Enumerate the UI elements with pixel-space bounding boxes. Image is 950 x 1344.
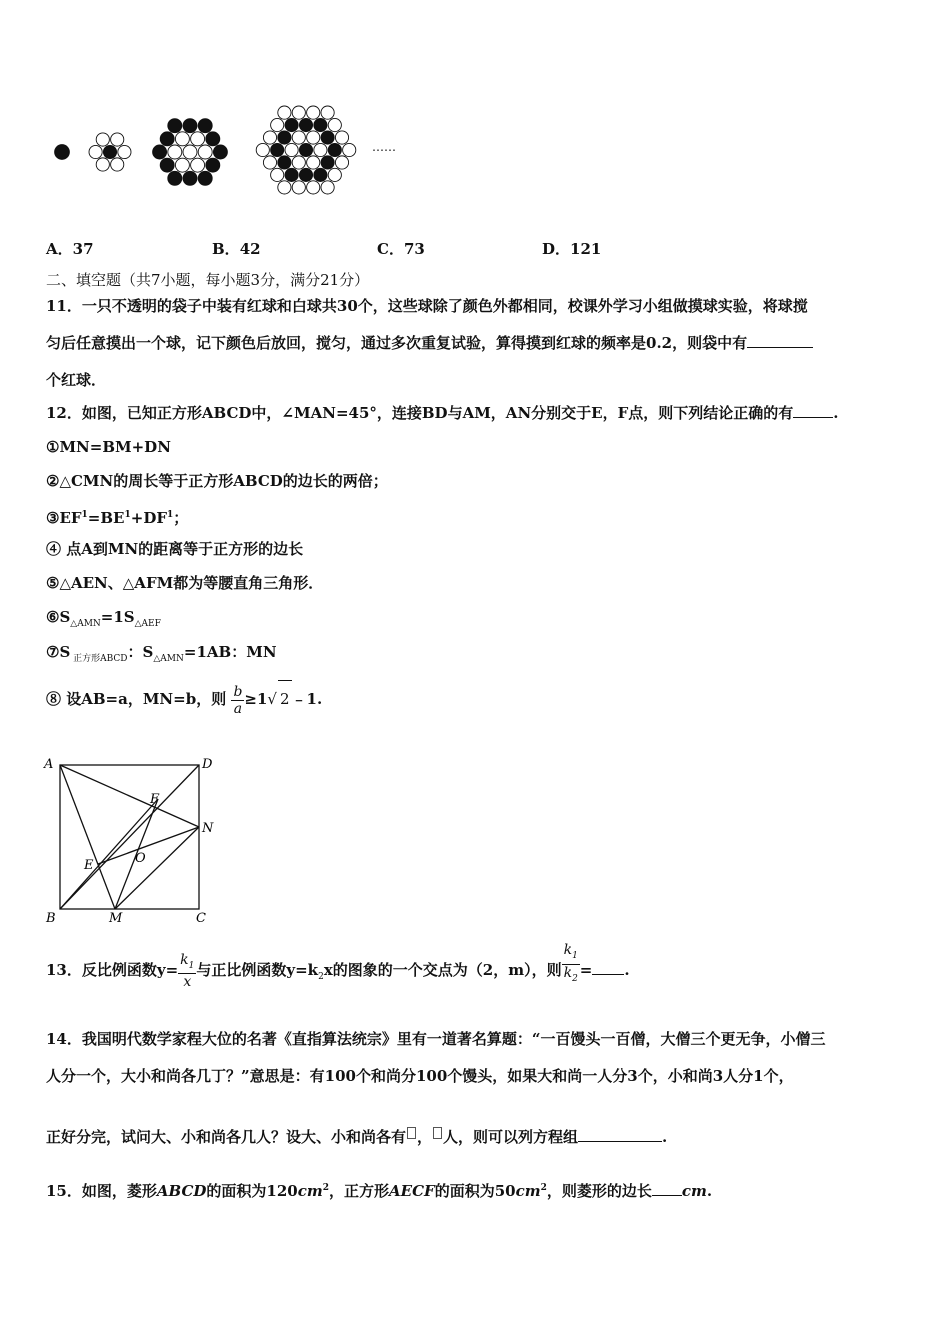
pattern-dot (198, 119, 212, 133)
pattern-dot (89, 145, 102, 158)
label-a: A (44, 757, 54, 772)
q12-answer-blank[interactable] (793, 417, 833, 418)
q13-answer-blank[interactable] (592, 974, 624, 975)
pattern-dot (299, 118, 312, 131)
pattern-dot (321, 106, 334, 119)
pattern-dot (175, 158, 189, 172)
pattern-dot (96, 158, 109, 171)
pattern-dot (263, 131, 276, 144)
pattern-dot (299, 168, 312, 181)
pattern-dot (292, 106, 305, 119)
option-d: D．121 (542, 240, 602, 258)
pattern-dot (321, 181, 334, 194)
pattern-dot (307, 106, 320, 119)
square-abcd-figure (40, 752, 220, 927)
q14-line1: 14．我国明代数学家程大位的名著《直指算法统宗》里有一道著名算题：“一百馒头一百僧，大僧三个更无争，小僧三 (46, 1030, 826, 1048)
q14-line3: 正好分完，试问大、小和尚各几人？设大、小和尚各有 ， 人，则可以列方程组 . (46, 1128, 668, 1146)
label-n: N (202, 821, 214, 836)
label-e: E (84, 858, 94, 873)
pattern-dot (278, 181, 291, 194)
pattern-dot (206, 158, 220, 172)
pattern-dot (118, 145, 131, 158)
pattern-dot (111, 133, 124, 146)
section-heading: 二、填空题（共7小题，每小题3分，满分21分） (46, 271, 370, 289)
label-f: F (150, 792, 160, 807)
pattern-dot (175, 132, 189, 146)
pattern-dot (278, 106, 291, 119)
pattern-dot (271, 168, 284, 181)
label-m: M (109, 911, 123, 926)
pattern-dot (206, 132, 220, 146)
q12-statement-8: ⑧ 设AB=a，MN=b，则 $\frac{b}{a}$ ≥1√ 2 ﹣1. (46, 680, 322, 717)
q11-line3: 个红球． (46, 371, 107, 389)
pattern-dot (292, 156, 305, 169)
pattern-dot (271, 118, 284, 131)
pattern-dot (328, 118, 341, 131)
variable-y-placeholder (433, 1127, 442, 1139)
pattern-dot (343, 143, 356, 156)
q12-statement-5: ⑤△AEN、△AFM都为等腰直角三角形． (46, 574, 324, 592)
q13-line: 13．反比例函数y= $\frac{k_1}{x}$ 与正比例函数$y=k_2x$的图象的一个交点为（2，m），则 $\frac{k_1}{k_2}$ = . (46, 942, 630, 991)
pattern-dot (153, 145, 167, 159)
pattern-dot (168, 119, 182, 133)
pattern-ellipsis: …… (372, 140, 396, 154)
q12-statement-7: ⑦S $_{正方形ABCD}$：$S_{\triangle AMN}=1AB$：MN (46, 643, 277, 664)
pattern-dot (278, 156, 291, 169)
q14-answer-blank[interactable] (578, 1141, 662, 1142)
pattern-dot (168, 145, 182, 159)
pattern-dot (299, 143, 312, 156)
pattern-dot (103, 145, 116, 158)
pattern-dot (307, 156, 320, 169)
pattern-dot (285, 168, 298, 181)
pattern-dot (160, 158, 174, 172)
pattern-dot (292, 131, 305, 144)
pattern-dot (183, 119, 197, 133)
pattern-dot (96, 133, 109, 146)
pattern-dot (183, 171, 197, 185)
pattern-dot (335, 131, 348, 144)
pattern-dot (263, 156, 276, 169)
label-d: D (202, 757, 213, 772)
pattern-dot (111, 158, 124, 171)
fraction-k1-over-k2: $\frac{k_1}{k_2}$ (563, 942, 578, 984)
pattern-dot (321, 131, 334, 144)
pattern-dot (183, 145, 197, 159)
pattern-dot (168, 171, 182, 185)
pattern-dot (307, 131, 320, 144)
pattern-dot (328, 143, 341, 156)
fraction-b-over-a: $\frac{b}{a}$ (233, 683, 243, 717)
segment-an (60, 765, 199, 827)
label-c: C (196, 911, 206, 926)
option-a: A．37 (46, 240, 94, 258)
option-b: B．42 (212, 240, 261, 258)
pattern-dot (213, 145, 227, 159)
label-b: B (46, 911, 56, 926)
fraction-k1-over-x: $\frac{k_1}{x}$ (180, 951, 195, 991)
pattern-dot (321, 156, 334, 169)
pattern-dot (335, 156, 348, 169)
pattern-dot (271, 143, 284, 156)
pattern-dot (285, 118, 298, 131)
pattern-dot (160, 132, 174, 146)
q15-answer-blank[interactable] (652, 1195, 682, 1196)
q12-statement-4: ④ 点A到MN的距离等于正方形的边长 (46, 540, 304, 558)
q14-line2: 人分一个，大小和尚各几丁？”意思是：有100个和尚分100个馒头，如果大和尚一人分3个，小和尚3人分1个， (46, 1067, 794, 1085)
q12-statement-2: ②△CMN的周长等于正方形ABCD的边长的两倍； (46, 472, 388, 490)
q12-statement-6: $⑥S_{\triangle AMN}=1S_{\triangle AEF}$ (46, 608, 161, 629)
q15-line: 15．如图，菱形ABCD的面积为$120cm^2$，正方形AECF的面积为$50cm^2$，则菱形的边长 cm. (46, 1182, 713, 1200)
label-o: O (135, 851, 146, 866)
q12-statement-1: ①MN=BM+DN (46, 438, 171, 456)
pattern-dot (55, 145, 70, 160)
segment-en (98, 827, 199, 864)
q11-answer-blank[interactable] (747, 347, 813, 348)
variable-x-placeholder (407, 1127, 416, 1139)
pattern-dot (328, 168, 341, 181)
pattern-dot (191, 132, 205, 146)
option-c: C．73 (377, 240, 425, 258)
pattern-dot (256, 143, 269, 156)
q11-line1: 11．一只不透明的袋子中装有红球和白球共30个，这些球除了颜色外都相同，校课外学习小组做摸球实验，将球搅 (46, 297, 808, 315)
q11-line2: 匀后任意摸出一个球，记下颜色后放回，搅匀，通过多次重复试验，算得摸到红球的频率是0.2，则袋中有 (46, 333, 813, 353)
segment-am (60, 765, 115, 909)
pattern-dot (191, 158, 205, 172)
pattern-dot (314, 168, 327, 181)
pattern-dot (307, 181, 320, 194)
pattern-dot (285, 143, 298, 156)
pattern-dot (198, 171, 212, 185)
pattern-dot (198, 145, 212, 159)
pattern-dot (314, 143, 327, 156)
pattern-dot (292, 181, 305, 194)
q12-statement-3: $③EF^1=BE^1+DF^1$； (46, 509, 189, 527)
pattern-dot (278, 131, 291, 144)
dot-pattern-figure (40, 95, 380, 200)
pattern-dot (314, 118, 327, 131)
q12-stem: 12．如图，已知正方形ABCD中，∠MAN=45°，连接BD与AM，AN分别交于E，F点，则下列结论正确的有 . (46, 404, 839, 422)
diagonal-bd (60, 765, 199, 909)
